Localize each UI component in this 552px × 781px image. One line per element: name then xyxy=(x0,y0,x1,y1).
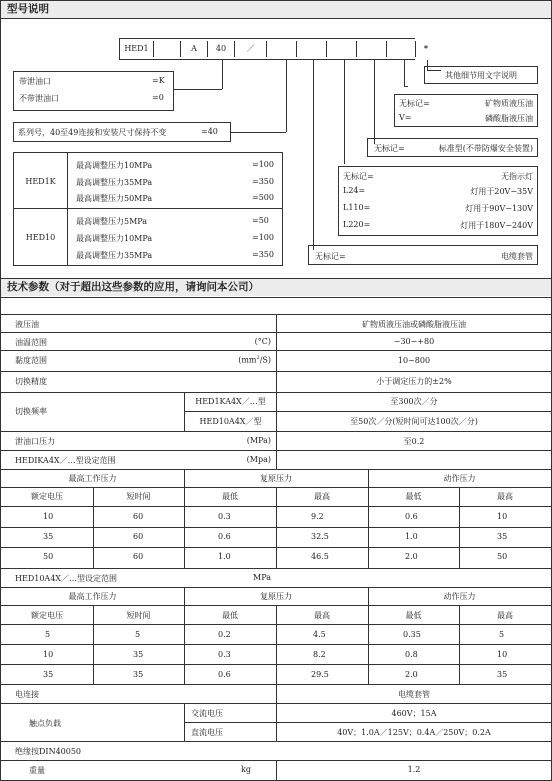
standard-option-box xyxy=(367,138,538,157)
code-box-10 xyxy=(387,41,416,57)
lamp-value: 无指示灯 xyxy=(501,172,533,181)
lamp-value: 灯用于180V−240V xyxy=(460,221,533,230)
hdr-min: 最低 xyxy=(405,611,422,620)
cell: 2.0 xyxy=(405,670,418,679)
hdr-max-work: 最高工作压力 xyxy=(68,592,117,601)
code-box-2 xyxy=(154,41,181,57)
frequency-value2: 至50次／分(短时间可达100次／分) xyxy=(350,417,478,426)
pressure-item-label: 最高调整压力35MPa xyxy=(76,251,153,260)
drain-option-box xyxy=(13,71,174,111)
insulation-label: 绝缘按DIN40050 xyxy=(15,747,82,756)
pressure-item-label: 最高调整压力35MPa xyxy=(76,178,153,187)
cell: 35 xyxy=(497,532,508,541)
cable-value: 电缆套管 xyxy=(501,252,533,261)
frequency-sub1: HED1KA4X／…型 xyxy=(195,397,266,406)
cell: 0.3 xyxy=(218,512,231,521)
hdr-max: 最高 xyxy=(497,611,513,620)
connection-value: 电缆套管 xyxy=(398,690,430,699)
range1-label: HEDIKA4X／…型设定范围 xyxy=(15,456,116,465)
range1-unit: (Mpa) xyxy=(246,455,271,464)
oil-temp-value: −30−+80 xyxy=(393,337,435,346)
cell: 35 xyxy=(43,532,54,541)
lamp-label: L220= xyxy=(343,220,371,229)
dc-value: 40V；1.0A／125V；0.4A／250V；0.2A xyxy=(337,728,491,737)
ac-value: 460V；15A xyxy=(391,709,437,718)
cell: 50 xyxy=(43,552,54,561)
cable-label: 无标记= xyxy=(315,252,346,261)
precision-label: 切换精度 xyxy=(15,377,47,386)
cell: 0.2 xyxy=(218,630,231,639)
viscosity-unit: $(mm^2/S)$ xyxy=(238,355,271,365)
frequency-sub2: HED10A4X／型 xyxy=(199,417,262,426)
cell: 0.35 xyxy=(403,630,421,639)
pressure-model-1: HED1K xyxy=(25,177,56,186)
cell: 46.5 xyxy=(311,552,329,561)
cell: 2.0 xyxy=(405,552,418,561)
hdr-max: 最高 xyxy=(314,611,330,620)
cell: 29.5 xyxy=(311,670,329,679)
cell: 60 xyxy=(133,512,144,521)
code-box-9 xyxy=(357,41,387,57)
pressure-range-table xyxy=(13,152,283,266)
cell: 10 xyxy=(43,650,54,659)
cell: 60 xyxy=(133,552,144,561)
standard-value: 标准型(不带防爆安全装置) xyxy=(438,144,533,153)
precision-value: 小于调定压力的±2% xyxy=(376,377,452,386)
hdr-min: 最低 xyxy=(222,611,238,620)
cell: 35 xyxy=(133,650,144,659)
lamp-option-box xyxy=(338,166,538,236)
cell: 10 xyxy=(497,512,508,521)
divider xyxy=(1,18,551,19)
frequency-value1: 至300次／分 xyxy=(390,397,438,406)
hdr-rated: 额定电压 xyxy=(31,611,63,620)
viscosity-value: 10∼800 xyxy=(397,356,431,365)
cell: 0.6 xyxy=(218,670,231,679)
hdr-max: 最高 xyxy=(314,492,330,501)
model-code-row xyxy=(119,38,415,60)
weight-unit: kg xyxy=(241,765,251,774)
other-details-box xyxy=(424,66,538,84)
hdr-action: 动作压力 xyxy=(443,474,476,483)
series-label: 系列号，40至49连接和安装尺寸保持不变 xyxy=(18,128,167,137)
contact-load-label: 触点负载 xyxy=(29,719,61,728)
section-title-model: 型号说明 xyxy=(1,1,551,18)
code-box-6 xyxy=(267,41,297,57)
hdr-short: 短时间 xyxy=(126,611,151,620)
cell: 0.6 xyxy=(405,512,418,521)
fluid-label: 液压油 xyxy=(15,320,39,329)
cable-option-box xyxy=(308,245,538,265)
fluid-value: 矿物质液压油或磷酸脂液压油 xyxy=(362,320,466,329)
cell: 10 xyxy=(43,512,54,521)
cell: 5 xyxy=(499,630,505,639)
ac-label: 交流电压 xyxy=(191,709,223,718)
drain-pressure-label: 泄油口压力 xyxy=(15,437,55,446)
weight-value: 1.2 xyxy=(407,765,421,774)
lamp-value: 灯用于90V−130V xyxy=(465,204,533,213)
section-title-tech: 技术参数（对于超出这些参数的应用，请询问本公司） xyxy=(1,279,551,296)
code-box-7 xyxy=(297,41,327,57)
lamp-value: 灯用于20V−35V xyxy=(470,187,533,196)
pressure-item-code: =500 xyxy=(252,193,274,202)
lamp-label: L110= xyxy=(343,203,371,212)
code-box-4: 40 xyxy=(208,41,235,57)
cell: 8.2 xyxy=(313,650,326,659)
fluid-none-value: 矿物质液压油 xyxy=(485,99,533,108)
hdr-reset: 复原压力 xyxy=(260,592,292,601)
series-box xyxy=(13,122,231,142)
connection-label: 电连接 xyxy=(15,690,39,699)
code-asterisk: * xyxy=(423,43,429,53)
series-code: =40 xyxy=(201,127,218,136)
cell: 10 xyxy=(497,650,508,659)
drain-pressure-value: 至0.2 xyxy=(403,437,425,446)
range2-unit: MPa xyxy=(253,573,271,582)
hdr-min: 最低 xyxy=(222,492,238,501)
cell: 0.6 xyxy=(218,532,231,541)
code-box-5: ／ xyxy=(235,41,267,57)
hdr-reset: 复原压力 xyxy=(260,474,292,483)
hdr-rated: 额定电压 xyxy=(31,492,63,501)
cell: 0.8 xyxy=(405,650,418,659)
drain-without-code: =0 xyxy=(152,93,164,102)
cell: 1.0 xyxy=(218,552,231,561)
standard-label: 无标记= xyxy=(374,144,405,153)
cell: 0.3 xyxy=(218,650,231,659)
pressure-item-code: =350 xyxy=(252,250,274,259)
cell: 5 xyxy=(135,630,141,639)
pressure-item-label: 最高调整压力5MPa xyxy=(76,217,148,226)
pressure-item-code: =350 xyxy=(252,177,274,186)
viscosity-label: 黏度范围 xyxy=(15,356,47,365)
drain-pressure-unit: (MPa) xyxy=(246,436,271,445)
fluid-v-value: 磷酸脂液压油 xyxy=(485,114,533,123)
oil-temp-label: 油温范围 xyxy=(15,338,47,347)
hdr-short: 短时间 xyxy=(126,492,151,501)
lamp-label: 无标记= xyxy=(343,172,374,181)
cell: 5 xyxy=(45,630,51,639)
oil-temp-unit: (°C) xyxy=(254,337,271,346)
cell: 50 xyxy=(497,552,508,561)
pressure-item-label: 最高调整压力10MPa xyxy=(76,161,153,170)
pressure-item-code: =50 xyxy=(252,216,269,225)
fluid-option-box xyxy=(394,94,538,127)
fluid-v-label: V= xyxy=(399,113,412,122)
pressure-model-2: HED10 xyxy=(25,233,56,242)
hdr-max-work: 最高工作压力 xyxy=(68,474,117,483)
dc-label: 直流电压 xyxy=(191,728,223,737)
weight-label: 重量 xyxy=(29,766,45,775)
cell: 35 xyxy=(497,670,508,679)
cell: 35 xyxy=(43,670,54,679)
range2-label: HED10A4X／…型设定范围 xyxy=(15,574,117,583)
hdr-action: 动作压力 xyxy=(443,592,476,601)
pressure-item-label: 最高调整压力10MPa xyxy=(76,234,153,243)
cell: 35 xyxy=(133,670,144,679)
pressure-item-code: =100 xyxy=(252,160,274,169)
code-box-1: HED1 xyxy=(120,41,154,57)
code-box-3: A xyxy=(181,41,208,57)
drain-without-label: 不带泄油口 xyxy=(19,94,59,103)
lamp-label: L24= xyxy=(343,186,366,195)
pressure-item-code: =100 xyxy=(252,233,274,242)
cell: 4.5 xyxy=(313,630,326,639)
cell: 1.0 xyxy=(405,532,418,541)
code-box-8 xyxy=(327,41,357,57)
other-details-text: 其他细节用文字说明 xyxy=(445,71,517,80)
drain-with-code: =K xyxy=(152,76,165,85)
cell: 9.2 xyxy=(311,512,324,521)
fluid-none-label: 无标记= xyxy=(399,99,430,108)
hdr-max: 最高 xyxy=(497,492,513,501)
cell: 60 xyxy=(133,532,144,541)
hdr-min: 最低 xyxy=(405,492,422,501)
pressure-item-label: 最高调整压力50MPa xyxy=(76,194,153,203)
drain-with-label: 带泄油口 xyxy=(19,77,51,86)
frequency-label: 切换频率 xyxy=(15,407,47,416)
cell: 32.5 xyxy=(311,532,329,541)
